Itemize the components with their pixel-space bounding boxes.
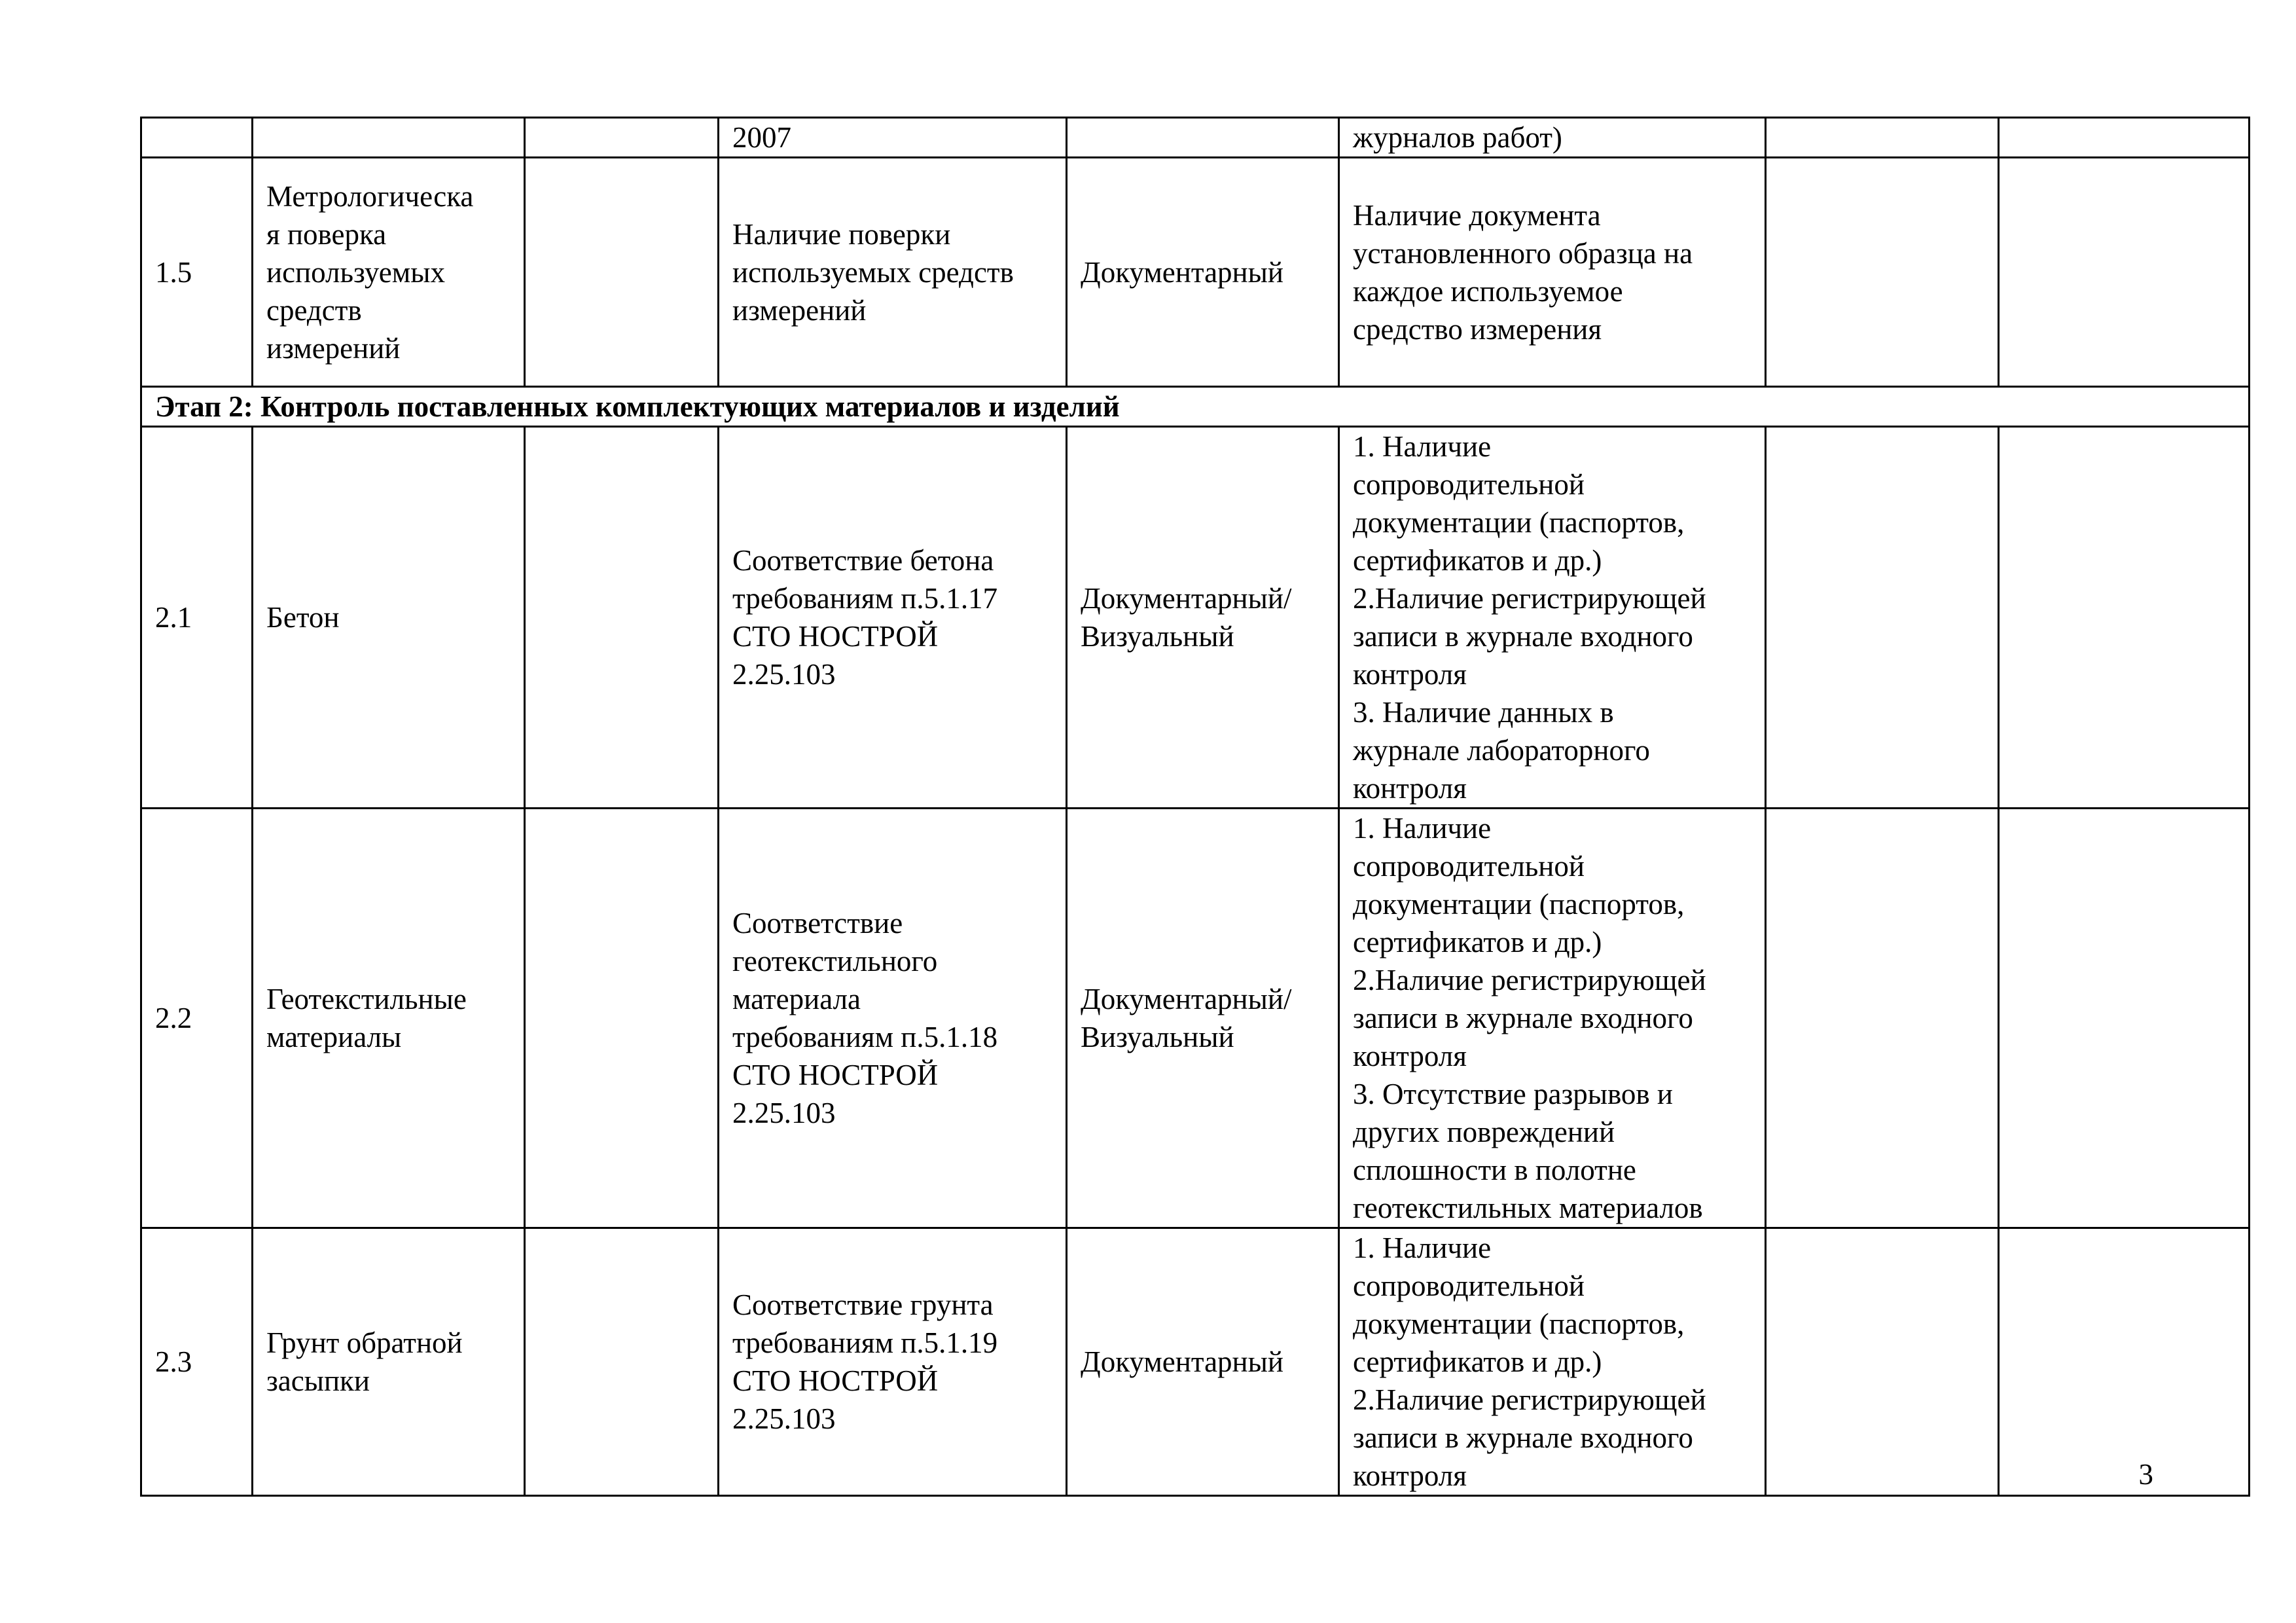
row-number-cell	[141, 118, 253, 158]
result-cell: 1. Наличие сопроводительной документации (паспортов, сертификатов и др.) 2.Наличие регистрирующей записи в журнале входного контроля	[1339, 1228, 1766, 1496]
requirement-cell: 2007	[719, 118, 1067, 158]
method-cell: Документарный/ Визуальный	[1067, 809, 1339, 1228]
table-row	[141, 1228, 2250, 1496]
result-cell: 1. Наличие сопроводительной документации (паспортов, сертификатов и др.) 2.Наличие регистрирующей записи в журнале входного контроля 3. Отсутствие разрывов и других повреждений сплошности в полотне геотекстильных материалов	[1339, 809, 1766, 1228]
object-cell: Метрологическа я поверка используемых средств измерений	[253, 158, 525, 387]
row-number-cell: 1.5	[141, 158, 253, 387]
empty-cell	[525, 809, 719, 1228]
empty-cell	[1766, 118, 1999, 158]
object-cell	[253, 118, 525, 158]
inspection-table	[140, 117, 2250, 1497]
result-cell: Наличие документа установленного образца на каждое используемое средство измерения	[1339, 158, 1766, 387]
method-cell: Документарный	[1067, 158, 1339, 387]
stage-heading-row	[141, 387, 2250, 427]
result-cell: журналов работ)	[1339, 118, 1766, 158]
page-number: 3	[2138, 1458, 2153, 1491]
stage-2-heading: Этап 2: Контроль поставленных комплектующих материалов и изделий	[141, 387, 2250, 427]
empty-cell	[1766, 809, 1999, 1228]
requirement-cell: Соответствие бетона требованиям п.5.1.17 СТО НОСТРОЙ 2.25.103	[719, 427, 1067, 809]
empty-cell	[1766, 158, 1999, 387]
method-cell: Документарный/ Визуальный	[1067, 427, 1339, 809]
empty-cell	[1766, 427, 1999, 809]
row-number-cell: 2.3	[141, 1228, 253, 1496]
empty-cell	[525, 1228, 719, 1496]
empty-cell	[1999, 809, 2250, 1228]
table-row	[141, 809, 2250, 1228]
method-cell: Документарный	[1067, 1228, 1339, 1496]
requirement-cell: Наличие поверки используемых средств измерений	[719, 158, 1067, 387]
empty-cell	[525, 158, 719, 387]
requirement-cell: Соответствие геотекстильного материала требованиям п.5.1.18 СТО НОСТРОЙ 2.25.103	[719, 809, 1067, 1228]
object-cell: Бетон	[253, 427, 525, 809]
table-row	[141, 118, 2250, 158]
object-cell: Геотекстильные материалы	[253, 809, 525, 1228]
row-number-cell: 2.2	[141, 809, 253, 1228]
table-row	[141, 427, 2250, 809]
object-cell: Грунт обратной засыпки	[253, 1228, 525, 1496]
empty-cell	[1999, 118, 2250, 158]
method-cell	[1067, 118, 1339, 158]
row-number-cell: 2.1	[141, 427, 253, 809]
requirement-cell: Соответствие грунта требованиям п.5.1.19 СТО НОСТРОЙ 2.25.103	[719, 1228, 1067, 1496]
table-row	[141, 158, 2250, 387]
empty-cell	[525, 118, 719, 158]
empty-cell	[1766, 1228, 1999, 1496]
empty-cell	[1999, 158, 2250, 387]
empty-cell	[525, 427, 719, 809]
result-cell: 1. Наличие сопроводительной документации (паспортов, сертификатов и др.) 2.Наличие регистрирующей записи в журнале входного контроля 3. Наличие данных в журнале лабораторного контроля	[1339, 427, 1766, 809]
empty-cell	[1999, 427, 2250, 809]
